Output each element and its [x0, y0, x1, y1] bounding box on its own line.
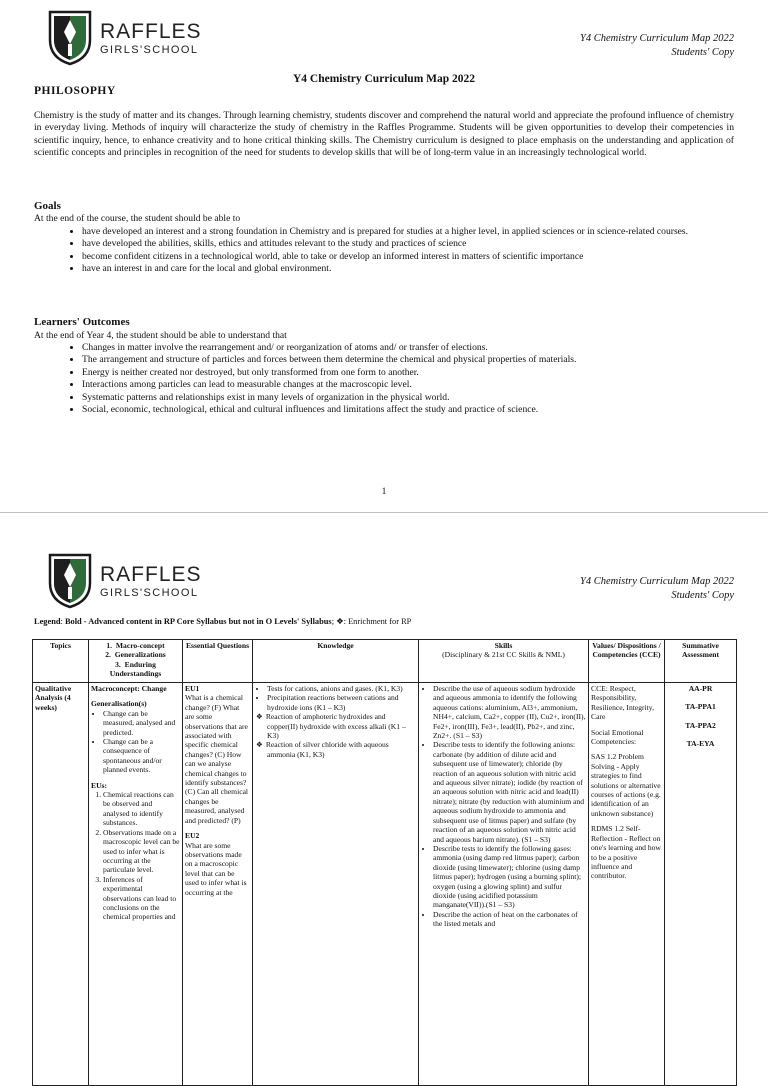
- header-essential-questions: Essential Questions: [183, 640, 253, 683]
- table-row: [33, 683, 737, 1086]
- list-item: 3. Inferences of experimental observations can lead to conclusions on the chemical properties and: [103, 875, 180, 922]
- essential-questions-cell: EU1 What is a chemical change? (F) What are some observations that are associated with specific chemical changes? (C) How can we analyse chemical changes to identify substances? (C) Can all chemical changes be measured, analysed and predicted? (P) EU2 What are some observations made on a macroscopic level that can be used to infer what is occurring at the: [183, 683, 253, 1086]
- philosophy-paragraph: Chemistry is the study of matter and its changes. Through learning chemistry, students discover and comprehend the natural world and appreciate the profound influence of chemistry in everyday living. Methods of inquiry will characterize the study of chemistry in the Raffles Programme. Students will be given opportunities to develop their competencies in scientific inquiry, hence, to enhance creativity and to hone critical thinking skills. The Chemistry curriculum is designed to place emphasis on the understanding and application of scientific concepts and principles in recognition of the need for students to develop skills that will be of long-term value in an increasingly technological world.: [34, 110, 734, 159]
- header-doc-title: Y4 Chemistry Curriculum Map 2022: [579, 33, 734, 44]
- knowledge-cell: [253, 683, 419, 1086]
- outcomes-intro: At the end of Year 4, the student should be able to understand that: [34, 330, 287, 341]
- school-subtitle: GIRLS'SCHOOL: [100, 586, 199, 599]
- legend-enrichment: Enrichment for RP: [348, 617, 412, 626]
- list-item: ❖ Reaction of amphoteric hydroxides and copper(II) hydroxide with excess alkali (K1 – K3): [267, 712, 416, 740]
- table-header-row: [33, 640, 737, 683]
- list-item: • The arrangement and structure of particles and forces between them determine the chemical and physical properties of materials.: [82, 354, 758, 366]
- school-crest-icon: [48, 553, 92, 609]
- header-skills: Skills (Disciplinary & 21st CC Skills & NML): [419, 640, 589, 683]
- school-name: RAFFLES: [100, 19, 202, 43]
- header-assessment: Summative Assessment: [665, 640, 737, 683]
- list-item: • Describe tests to identify the following gases: ammonia (using damp red litmus paper); carbon dioxide (using limewater); chlorine (using damp litmus paper); hydrogen (using a burning splint); oxygen (using a glowing splint) and sulfur dioxide (using acidified potassium manganate(VII)).(S1 – S3): [433, 844, 586, 910]
- list-item: • Change can be measured, analysed and predicted.: [103, 709, 180, 737]
- header-right: [580, 32, 734, 60]
- header-values: Values/ Dispositions / Competencies (CCE): [589, 640, 665, 683]
- header-copy-label: Students' Copy: [671, 590, 734, 601]
- list-item: 1. Chemical reactions can be observed and analysed to identify substances.: [103, 790, 180, 828]
- legend-bold: Bold - Advanced content in RP Core Syllabus but not in O Levels' Syllabus: [64, 617, 332, 626]
- list-item: • have developed an interest and a strong foundation in Chemistry and is prepared for studies at a higher level, in applied sciences or in science-related courses.: [82, 226, 758, 238]
- philosophy-heading: PHILOSOPHY: [34, 85, 116, 97]
- list-item: • Describe tests to identify the following anions: carbonate (by addition of dilute acid and subsequent use of limewater); chloride (by reaction of an aqueous solution with nitric acid and aqueous silver nitrate); iodide (by reaction of an aqueous solution with nitric acid and lead(II) nitrate); nitrate (by reduction with aluminium and aqueous sodium hydroxide to ammonia and subsequent use of litmus paper) and sulfate (by reaction of an aqueous solution with nitric acid and aqueous barium nitrate). (S1 – S3): [433, 740, 586, 843]
- legend-label: Legend: [34, 617, 61, 626]
- list-item: 2. Observations made on a macroscopic level can be used to infer what is occurring at the particulate level.: [103, 828, 180, 875]
- goals-intro: At the end of the course, the student should be able to: [34, 213, 241, 224]
- outcomes-list: [58, 342, 758, 416]
- curriculum-table: [32, 639, 737, 1086]
- list-item: • have an interest in and care for the local and global environment.: [82, 263, 758, 275]
- list-item: • Describe the action of heat on the carbonates of the listed metals and: [433, 910, 586, 929]
- list-item: • have developed the abilities, skills, ethics and attitudes relevant to the study and practices of science: [82, 238, 758, 250]
- header-knowledge: Knowledge: [253, 640, 419, 683]
- school-logo: [48, 553, 202, 609]
- header-copy-label: Students' Copy: [671, 47, 734, 58]
- header-doc-title: Y4 Chemistry Curriculum Map 2022: [579, 576, 734, 587]
- page-number: 1: [381, 487, 387, 497]
- page-2: [0, 512, 768, 1025]
- list-item: • Changes in matter involve the rearrangement and/ or reorganization of atoms and/ or transfer of elections.: [82, 342, 758, 354]
- list-item: • Change can be a consequence of spontaneous and/or planned events.: [103, 737, 180, 775]
- assessment-item: TA-PPA2: [685, 720, 716, 730]
- school-name: RAFFLES: [100, 562, 202, 586]
- list-item: • Energy is neither created nor destroyed, but only transformed from one form to another.: [82, 367, 758, 379]
- list-item: • Tests for cations, anions and gases. (K1, K3): [267, 684, 416, 693]
- list-item: • Interactions among particles can lead to measurable changes at the macroscopic level.: [82, 379, 758, 391]
- list-item: • Social, economic, technological, ethical and cultural influences and limitations affect the study and practice of science.: [82, 404, 758, 416]
- school-subtitle: GIRLS'SCHOOL: [100, 43, 199, 56]
- enrichment-icon: ❖: [336, 617, 344, 626]
- assessment-item: AA-PR: [688, 684, 713, 693]
- school-logo: [48, 10, 202, 66]
- goals-list: [58, 226, 758, 276]
- macro-cell: Macroconcept: Change Generalisation(s) • Change can be measured, analysed and predicted. • Change can be a consequence of spontaneous and/or planned events. EUs: 1. Chemical reactions can be observed and analysed to identify substances. 2. Observations made on a macroscopic level can be used to infer what is occurring at the particulate level. 3. Inferences of experimental observations can lead to conclusions on the chemical properties and: [89, 683, 183, 1086]
- topic-cell: Qualitative Analysis (4 weeks): [33, 683, 89, 1086]
- skills-cell: [419, 683, 589, 1086]
- header-right: [580, 575, 734, 603]
- document-title: Y4 Chemistry Curriculum Map 2022: [292, 73, 476, 85]
- header-topics: Topics: [33, 640, 89, 683]
- header-macro-concept: 1. Macro-concept 2. Generalizations 3. Enduring Understandings: [89, 640, 183, 683]
- page-1: [0, 0, 768, 512]
- assessment-cell: [665, 683, 737, 1086]
- assessment-item: TA-PPA1: [685, 702, 716, 712]
- list-item: • Describe the use of aqueous sodium hydroxide and aqueous ammonia to identify the following aqueous cations: aluminium, Al3+, ammonium, NH4+, calcium, Ca2+, copper (II), Cu2+, iron(II), Fe2+, iron(III), Fe3+, lead(II), Pb2+, and zinc, Zn2+. (S1 – S3): [433, 684, 586, 740]
- values-cell: CCE: Respect, Responsibility, Resilience, Integrity, Care Social Emotional Competencies: SAS 1.2 Problem Solving - Apply strategies to find solutions or alternative courses of actions (e.g. identification of an unknown substance) RDMS 1.2 Self-Reflection - Reflect on one's learning and how to be a positive influence and contributor.: [589, 683, 665, 1086]
- assessment-item: TA-EYA: [686, 739, 715, 749]
- outcomes-heading: Learners' Outcomes: [34, 316, 130, 328]
- list-item: ❖ Reaction of silver chloride with aqueous ammonia (K1, K3): [267, 740, 416, 759]
- list-item: • Systematic patterns and relationships exist in many levels of organization in the physical world.: [82, 392, 758, 404]
- list-item: • Precipitation reactions between cations and hydroxide ions (K1 – K3): [267, 693, 416, 712]
- legend: Legend: Bold - Advanced content in RP Core Syllabus but not in O Levels' Syllabus; ❖: Enrichment for RP: [34, 617, 412, 626]
- list-item: • become confident citizens in a technological world, able to take or develop an informed interest in matters of scientific importance: [82, 251, 758, 263]
- goals-heading: Goals: [34, 200, 61, 212]
- school-crest-icon: [48, 10, 92, 66]
